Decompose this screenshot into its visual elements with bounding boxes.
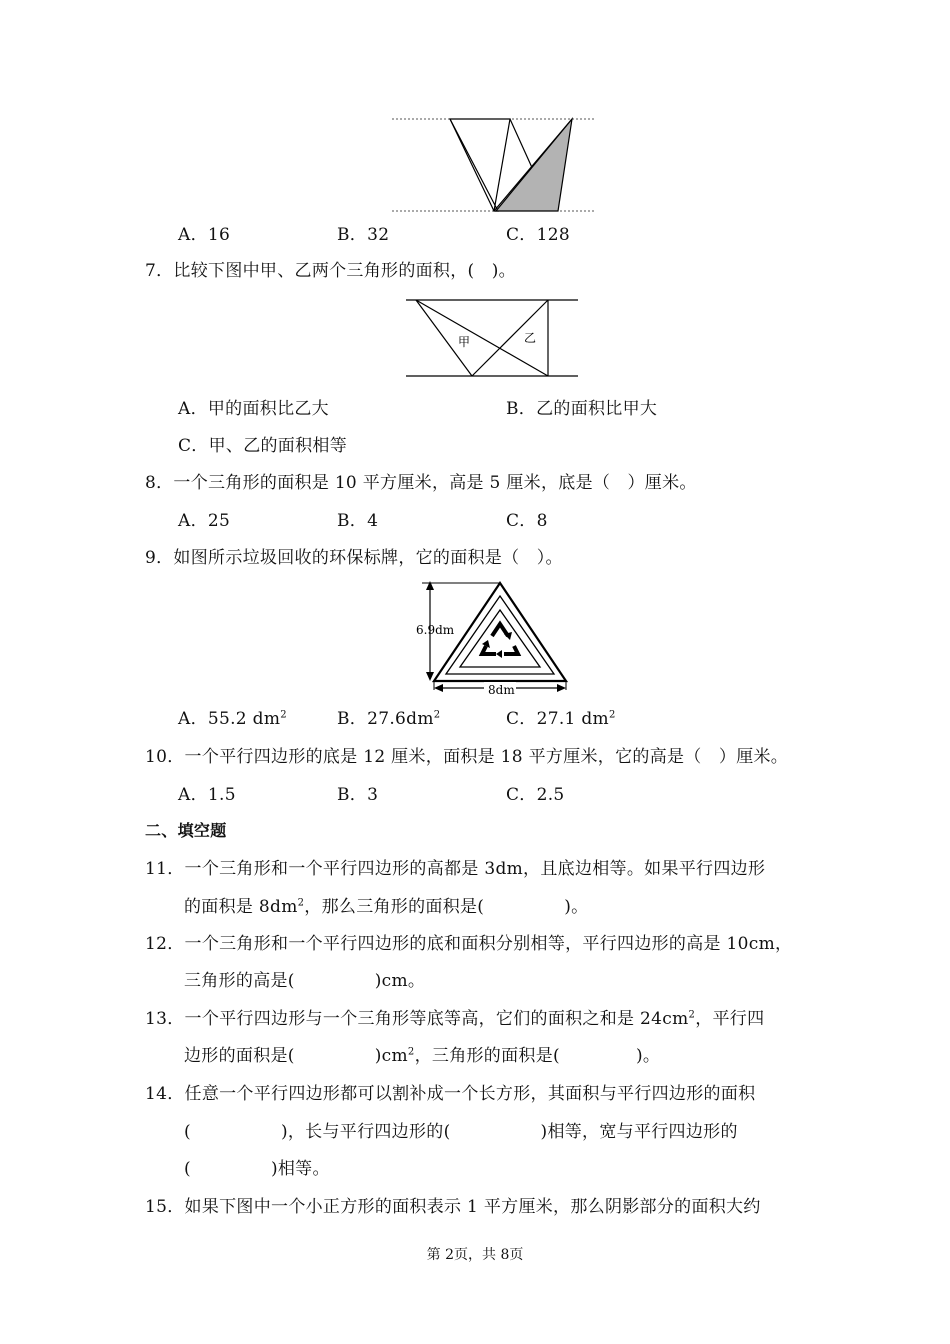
q11-line1: 11．一个三角形和一个平行四边形的高都是 3dm，且底边相等。如果平行四边形 xyxy=(145,859,766,879)
page-footer: 第 2页，共 8页 xyxy=(426,1247,524,1263)
q10-option-b[interactable]: B．3 xyxy=(337,785,379,805)
q7-label-yi: 乙 xyxy=(524,331,537,345)
q6-option-b[interactable]: B．32 xyxy=(337,225,390,245)
q7-stem: 7．比较下图中甲、乙两个三角形的面积，( )。 xyxy=(145,261,516,281)
q8-stem: 8．一个三角形的面积是 10 平方厘米，高是 5 厘米，底是（ ）厘米。 xyxy=(145,473,697,493)
q8-option-b[interactable]: B．4 xyxy=(337,511,379,531)
q7-option-c[interactable]: C．甲、乙的面积相等 xyxy=(178,436,348,456)
q9-base-label: 8dm xyxy=(488,683,515,697)
q7-label-jia: 甲 xyxy=(458,335,471,349)
q10-option-c[interactable]: C．2.5 xyxy=(506,785,565,805)
q7-option-a[interactable]: A．甲的面积比乙大 xyxy=(178,399,329,419)
q6-option-a[interactable]: A．16 xyxy=(178,225,231,245)
q14-line3: ( )相等。 xyxy=(184,1159,330,1179)
q6-figure xyxy=(390,112,600,218)
q9-stem: 9．如图所示垃圾回收的环保标牌，它的面积是（ ）。 xyxy=(145,548,563,568)
q15-line1: 15．如果下图中一个小正方形的面积表示 1 平方厘米，那么阴影部分的面积大约 xyxy=(145,1197,761,1217)
q6-option-c[interactable]: C．128 xyxy=(506,225,570,245)
q14-line2: ( )，长与平行四边形的( )相等，宽与平行四边形的 xyxy=(184,1122,738,1142)
q13-line1: 13．一个平行四边形与一个三角形等底等高，它们的面积之和是 $24cm^2$，平行四 xyxy=(145,1009,765,1029)
q7-option-b[interactable]: B．乙的面积比甲大 xyxy=(506,399,658,419)
q9-option-c[interactable]: C．27.1 $dm^2$ xyxy=(506,709,616,729)
q8-option-c[interactable]: C．8 xyxy=(506,511,548,531)
q9-height-label: 6.9dm xyxy=(416,623,455,637)
q10-option-a[interactable]: A．1.5 xyxy=(178,785,236,805)
q13-line2: 边形的面积是( )$cm^2$，三角形的面积是( )。 xyxy=(184,1046,661,1066)
section-title: 二、填空题 xyxy=(145,821,227,840)
q9-option-b[interactable]: B．$27.6dm^2$ xyxy=(337,709,441,729)
q7-figure xyxy=(402,296,582,380)
q12-line1: 12．一个三角形和一个平行四边形的底和面积分别相等，平行四边形的高是 10cm， xyxy=(145,934,793,954)
q12-line2: 三角形的高是( )cm。 xyxy=(184,971,426,991)
q14-line1: 14．任意一个平行四边形都可以割补成一个长方形，其面积与平行四边形的面积 xyxy=(145,1084,756,1104)
q8-option-a[interactable]: A．25 xyxy=(178,511,231,531)
q11-line2: 的面积是 $8dm^2$，那么三角形的面积是( )。 xyxy=(184,897,589,917)
q9-figure xyxy=(412,578,572,698)
q9-option-a[interactable]: A．55.2 $dm^2$ xyxy=(178,709,287,729)
q10-stem: 10．一个平行四边形的底是 12 厘米，面积是 18 平方厘米，它的高是（ ）厘米。 xyxy=(145,747,789,767)
